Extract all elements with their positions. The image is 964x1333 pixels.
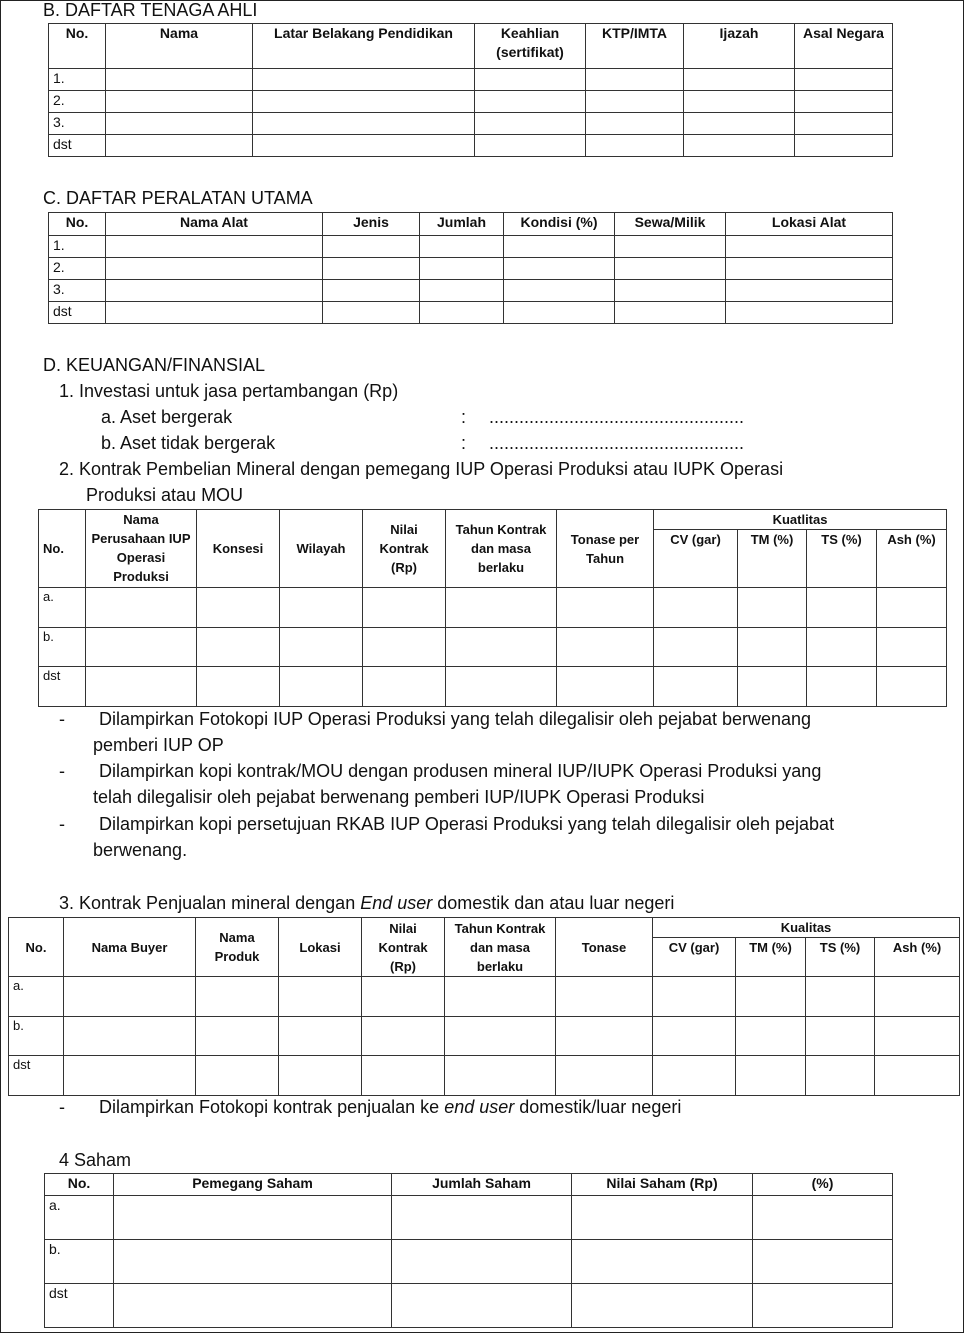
kontrak-pembelian-table (38, 509, 947, 707)
aset-bergerak-label: a. Aset bergerak (101, 407, 233, 427)
header-nama: Nama (106, 24, 253, 69)
table-row: a. (45, 1196, 893, 1240)
header-lokasi: Lokasi (279, 918, 362, 977)
tenaga-ahli-table (48, 23, 893, 157)
aset-tidak-bergerak-value: ................................................... (489, 433, 745, 453)
header-tonase-per-tahun: Tonase per Tahun (557, 510, 654, 588)
header-latar-belakang: Latar Belakang Pendidikan (253, 24, 475, 69)
header-cv-gar: CV (gar) (654, 530, 738, 588)
header-nilai-kontrak: Nilai Kontrak (Rp) (363, 510, 446, 588)
saham-heading: 4 Saham (59, 1150, 132, 1170)
table-row: 1. (49, 236, 893, 258)
section-d-heading: D. KEUANGAN/FINANSIAL (43, 355, 266, 375)
table-row: a. (39, 588, 947, 628)
header-nama-perusahaan: Nama Perusahaan IUP Operasi Produksi (86, 510, 197, 588)
table-row: a. (9, 977, 960, 1017)
kontrak-penjualan-table (8, 917, 960, 1096)
header-konsesi: Konsesi (197, 510, 280, 588)
table-row: dst (9, 1056, 960, 1096)
table-row: 1. (49, 69, 893, 91)
header-ijazah: Ijazah (684, 24, 795, 69)
header-nama-buyer: Nama Buyer (64, 918, 196, 977)
table-row: dst (39, 667, 947, 707)
header-no: No. (39, 510, 86, 588)
header-nilai-kontrak: Nilai Kontrak (Rp) (362, 918, 445, 977)
header-no: No. (49, 213, 106, 236)
header-persen: (%) (753, 1174, 893, 1196)
aset-bergerak-value: ................................................... (489, 407, 745, 427)
header-tahun-kontrak: Tahun Kontrak dan masa berlaku (445, 918, 556, 977)
header-kualitas: Kuatlitas (654, 510, 947, 530)
header-tonase: Tonase (556, 918, 653, 977)
peralatan-table (48, 212, 893, 324)
kontrak-pembelian-line2: Produksi atau MOU (86, 485, 244, 505)
header-ash: Ash (%) (877, 530, 947, 588)
header-nama-produk: Nama Produk (196, 918, 279, 977)
table-row: 2. (49, 258, 893, 280)
header-jenis: Jenis (323, 213, 420, 236)
header-kondisi: Kondisi (%) (504, 213, 615, 236)
header-ts: TS (%) (806, 938, 875, 977)
header-ktp-imta: KTP/IMTA (586, 24, 684, 69)
header-ts: TS (%) (807, 530, 877, 588)
header-jumlah: Jumlah (420, 213, 504, 236)
header-keahlian: Keahlian (sertifikat) (475, 24, 586, 69)
table-row: b. (9, 1017, 960, 1056)
table-row: dst (49, 135, 893, 157)
table-row: 3. (49, 280, 893, 302)
header-tm: TM (%) (738, 530, 807, 588)
header-nilai-saham: Nilai Saham (Rp) (572, 1174, 753, 1196)
header-no: No. (49, 24, 106, 69)
table-row: dst (49, 302, 893, 324)
investasi-item: 1. Investasi untuk jasa pertambangan (Rp) (59, 381, 399, 401)
header-tm: TM (%) (736, 938, 806, 977)
header-pemegang-saham: Pemegang Saham (114, 1174, 392, 1196)
header-sewa-milik: Sewa/Milik (615, 213, 726, 236)
table-row: 2. (49, 91, 893, 113)
aset-tidak-bergerak-label: b. Aset tidak bergerak (101, 433, 276, 453)
header-jumlah-saham: Jumlah Saham (392, 1174, 572, 1196)
kontrak-pembelian-line1: 2. Kontrak Pembelian Mineral dengan pemegang IUP Operasi Produksi atau IUPK Operasi (59, 459, 784, 479)
section-b-heading: B. DAFTAR TENAGA AHLI (43, 0, 258, 20)
document-page: B. DAFTAR TENAGA AHLI No. Nama Latar Belakang Pendidikan Keahlian (sertifikat) KTP/IMTA Ijazah Asal Negara 1. 2. 3. dst C. DAFTAR PERALATAN UTAMA No. Nama Alat Jenis Jumlah Kondisi (%) Sewa/Milik Lokasi Alat 1. 2. 3. dst D. KEUANGAN/FINANSIAL 1. Investasi untuk jasa pertambangan (Rp) a. Aset bergerak : ................................................... b. Aset tidak bergerak : ................................................... 2. Kontrak Pembelian Mineral dengan pemegang IUP Operasi Produksi atau IUPK Operasi Produksi atau MOU No. Nama Perusahaan IUP Operasi Produksi Konsesi Wilayah Nilai Kontrak (Rp) Tahun Kontrak dan masa berlaku Tonase per Tahun Kuatlitas CV (gar) TM (%) TS (%) Ash (%) a. b. dst - Dilampirkan Fotokopi IUP Operasi Produksi yang telah dilegalisir oleh pejabat berwenang pemberi IUP OP - Dilampirkan kopi kontrak/MOU dengan produsen mineral IUP/IUPK Operasi Produksi yang telah dilegalisir oleh pejabat berwenang pemberi IUP/IUPK Operasi Produksi - Dilampirkan kopi persetujuan RKAB IUP Operasi Produksi yang telah dilegalisir oleh pejabat berwenang. 3. Kontrak Penjualan mineral dengan End user domestik dan atau luar negeri No. Nama Buyer Nama Produk Lokasi Nilai Kontrak (Rp) Tahun Kontrak dan masa berlaku Tonase Kualitas CV (gar) TM (%) TS (%) Ash (%) a. b. dst - Dilampirkan Fotokopi kontrak penjualan ke end user domestik/luar negeri 4 Saham No. Pemegang Saham Jumlah Saham Nilai Saham (Rp) (%) a. b. dst (0, 0, 964, 1333)
table-row: b. (45, 1240, 893, 1284)
aset-tidak-bergerak-colon: : (461, 433, 467, 453)
table-row: 3. (49, 113, 893, 135)
header-cv-gar: CV (gar) (653, 938, 736, 977)
header-wilayah: Wilayah (280, 510, 363, 588)
header-kualitas: Kualitas (653, 918, 960, 938)
section-c-heading: C. DAFTAR PERALATAN UTAMA (43, 188, 313, 208)
table-row: dst (45, 1284, 893, 1328)
header-no: No. (9, 918, 64, 977)
header-ash: Ash (%) (875, 938, 960, 977)
kontrak-penjualan-item: 3. Kontrak Penjualan mineral dengan End user domestik dan atau luar negeri (59, 893, 675, 913)
header-tahun-kontrak: Tahun Kontrak dan masa berlaku (446, 510, 557, 588)
header-lokasi-alat: Lokasi Alat (726, 213, 893, 236)
saham-table (44, 1173, 893, 1328)
table-row: b. (39, 628, 947, 667)
header-asal-negara: Asal Negara (795, 24, 893, 69)
header-no: No. (45, 1174, 114, 1196)
header-nama-alat: Nama Alat (106, 213, 323, 236)
aset-bergerak-colon: : (461, 407, 467, 427)
